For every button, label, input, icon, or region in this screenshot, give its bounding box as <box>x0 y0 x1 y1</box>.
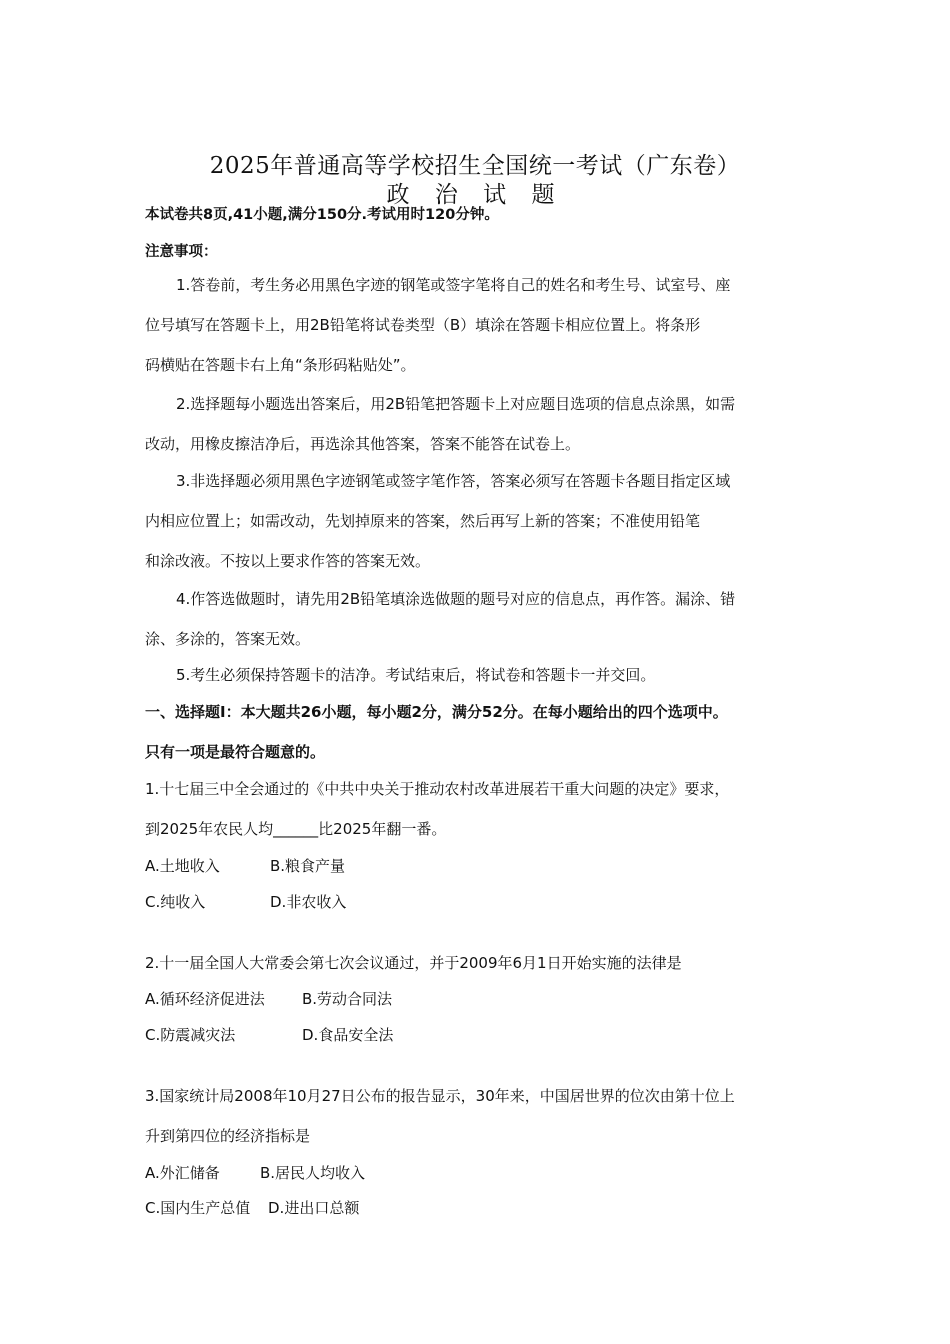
question-stem: 2.十一届全国人大常委会第七次会议通过，并于2009年6月1日开始实施的法律是 <box>145 954 682 972</box>
note-line: 2.选择题每小题选出答案后，用2B铅笔把答题卡上对应题目选项的信息点涂黑，如需 <box>176 395 736 413</box>
option-d: D.非农收入 <box>270 893 347 911</box>
option-d: D.食品安全法 <box>302 1026 394 1044</box>
note-line: 内相应位置上；如需改动，先划掉原来的答案，然后再写上新的答案；不准使用铅笔 <box>145 512 701 530</box>
option-b: B.居民人均收入 <box>260 1164 366 1182</box>
option-d: D.进出口总额 <box>268 1199 360 1217</box>
note-line: 3.非选择题必须用黑色字迹钢笔或签字笔作答，答案必须写在答题卡各题目指定区域 <box>176 472 731 490</box>
option-b: B.粮食产量 <box>270 857 346 875</box>
note-line: 位号填写在答题卡上，用2B铅笔将试卷类型（B）填涂在答题卡相应位置上。将条形 <box>145 316 701 334</box>
option-a: A.外汇储备 <box>145 1164 220 1182</box>
option-b: B.劳动合同法 <box>302 990 393 1008</box>
option-c: C.纯收入 <box>145 893 206 911</box>
note-line: 5.考生必须保持答题卡的洁净。考试结束后，将试卷和答题卡一并交回。 <box>176 666 656 684</box>
notes-heading: 注意事项： <box>145 244 218 260</box>
note-line: 4.作答选做题时，请先用2B铅笔填涂选做题的题号对应的信息点，再作答。漏涂、错 <box>176 590 736 608</box>
section-heading-cont: 只有一项是最符合题意的。 <box>145 743 326 761</box>
option-a: A.循环经济促进法 <box>145 990 265 1008</box>
note-line: 1.答卷前，考生务必用黑色字迹的钢笔或签字笔将自己的姓名和考生号、试室号、座 <box>176 276 731 294</box>
note-line: 改动，用橡皮擦洁净后，再选涂其他答案，答案不能答在试卷上。 <box>145 435 581 453</box>
exam-info: 本试卷共8页,41小题,满分150分.考试用时120分钟。 <box>145 207 499 223</box>
option-c: C.国内生产总值 <box>145 1199 251 1217</box>
question-stem: 1.十七届三中全会通过的《中共中央关于推动农村改革进展若干重大问题的决定》要求， <box>145 780 730 798</box>
note-line: 码横贴在答题卡右上角“条形码粘贴处”。 <box>145 356 416 374</box>
option-a: A.土地收入 <box>145 857 220 875</box>
exam-title: 2025年普通高等学校招生全国统一考试（广东卷） <box>209 153 741 179</box>
question-stem: 到2025年农民人均______比2025年翻一番。 <box>145 820 447 838</box>
option-c: C.防震减灾法 <box>145 1026 236 1044</box>
exam-subject: 政 治 试 题 <box>386 182 564 208</box>
question-stem: 3.国家统计局2008年10月27日公布的报告显示，30年来，中国居世界的位次由第十位上 <box>145 1087 735 1105</box>
section-heading: 一、选择题Ⅰ：本大题共26小题，每小题2分，满分52分。在每小题给出的四个选项中。 <box>145 703 728 721</box>
question-stem: 升到第四位的经济指标是 <box>145 1127 311 1145</box>
note-line: 涂、多涂的，答案无效。 <box>145 630 311 648</box>
note-line: 和涂改液。不按以上要求作答的答案无效。 <box>145 552 431 570</box>
